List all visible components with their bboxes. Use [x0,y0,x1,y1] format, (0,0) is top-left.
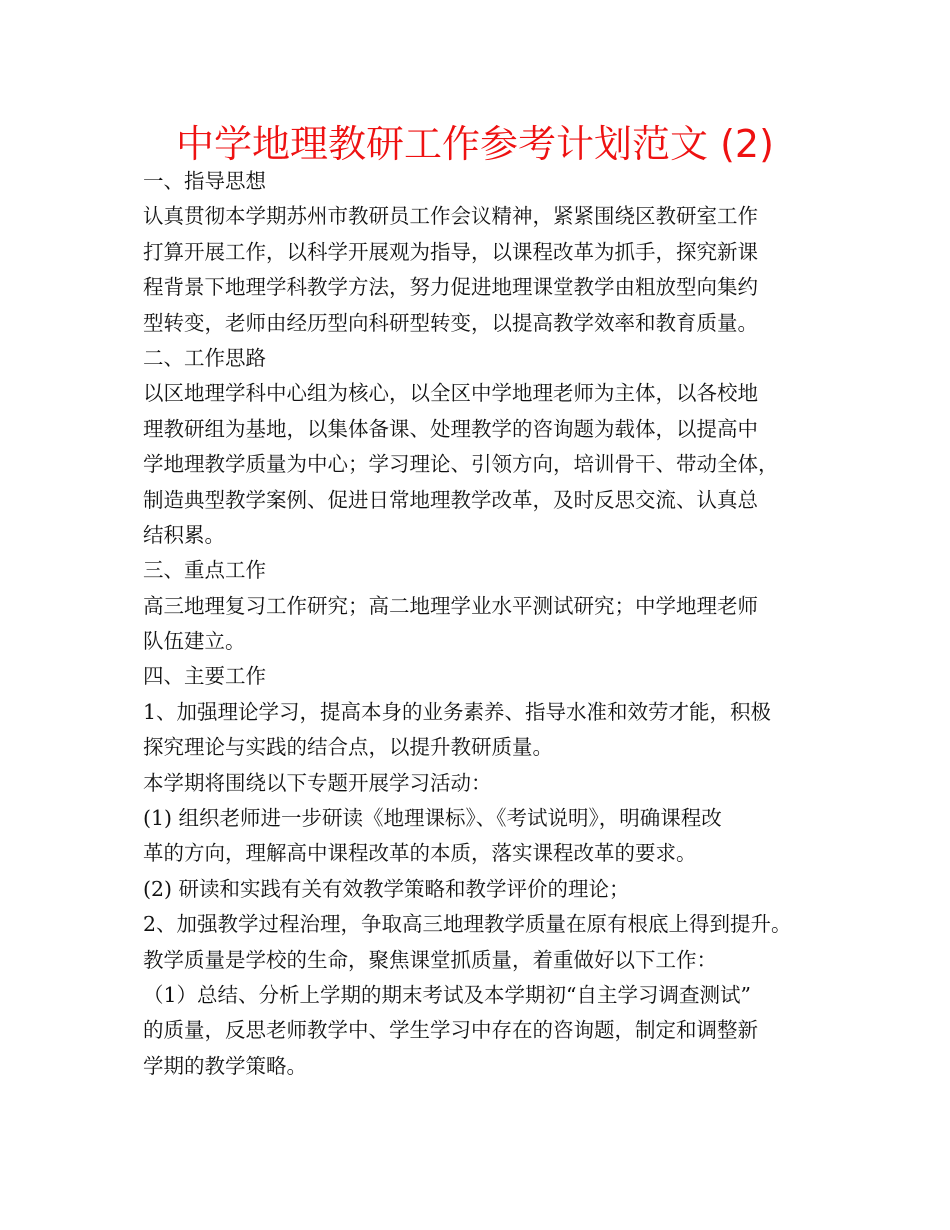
paragraph-line: 高三地理复习工作研究；高二地理学业水平测试研究；中学地理老师 [143,593,758,618]
paragraph-line: 学地理教学质量为中心；学习理论、引领方向，培训骨干、带动全体， [143,452,779,477]
section-heading-key-work: 三、重点工作 [143,558,266,583]
paragraph-line: 教学质量是学校的生命，聚焦课堂抓质量，着重做好以下工作： [143,947,717,972]
paragraph-line: 结积累。 [143,522,225,547]
paragraph-line: 制造典型教学案例、促进日常地理教学改革，及时反思交流、认真总 [143,487,758,512]
paragraph-line: 的质量，反思老师教学中、学生学习中存在的咨询题，制定和调整新 [143,1018,758,1043]
paragraph-line: 本学期将围绕以下专题开展学习活动： [143,770,492,795]
paragraph-line: 学期的教学策略。 [143,1053,307,1078]
paragraph-line: 以区地理学科中心组为核心，以全区中学地理老师为主体，以各校地 [143,381,758,406]
paragraph-line: 队伍建立。 [143,629,246,654]
paragraph-line: (1) 组织老师进一步研读《地理课标》、《考试说明》，明确课程改 [143,806,722,831]
document-body [143,164,815,1084]
paragraph-line: 认真贯彻本学期苏州市教研员工作会议精神，紧紧围绕区教研室工作 [143,204,758,229]
paragraph-line: 理教研组为基地，以集体备课、处理教学的咨询题为载体，以提高中 [143,416,758,441]
paragraph-line: （1）总结、分析上学期的期末考试及本学期初“自主学习调查测试” [143,982,752,1007]
document-title: 中学地理教研工作参考计划范文 (2) [176,122,774,166]
paragraph-line: (2) 研读和实践有关有效教学策略和教学评价的理论； [143,876,630,901]
paragraph-line: 探究理论与实践的结合点，以提升教研质量。 [143,735,553,760]
paragraph-line: 革的方向，理解高中课程改革的本质，落实课程改革的要求。 [143,841,697,866]
section-heading-main-work: 四、主要工作 [143,664,266,689]
paragraph-line: 2、加强教学过程治理，争取高三地理教学质量在原有根底上得到提升。 [143,912,792,937]
paragraph-line: 程背景下地理学科教学方法，努力促进地理课堂教学由粗放型向集约 [143,275,758,300]
paragraph-line: 型转变，老师由经历型向科研型转变，以提高教学效率和教育质量。 [143,310,758,335]
paragraph-line: 打算开展工作，以科学开展观为指导，以课程改革为抓手，探究新课 [143,239,758,264]
paragraph-line: 1、加强理论学习，提高本身的业务素养、指导水准和效劳才能，积极 [143,699,772,724]
section-heading-work-approach: 二、工作思路 [143,345,266,370]
section-heading-guiding-ideology: 一、指导思想 [143,169,266,193]
